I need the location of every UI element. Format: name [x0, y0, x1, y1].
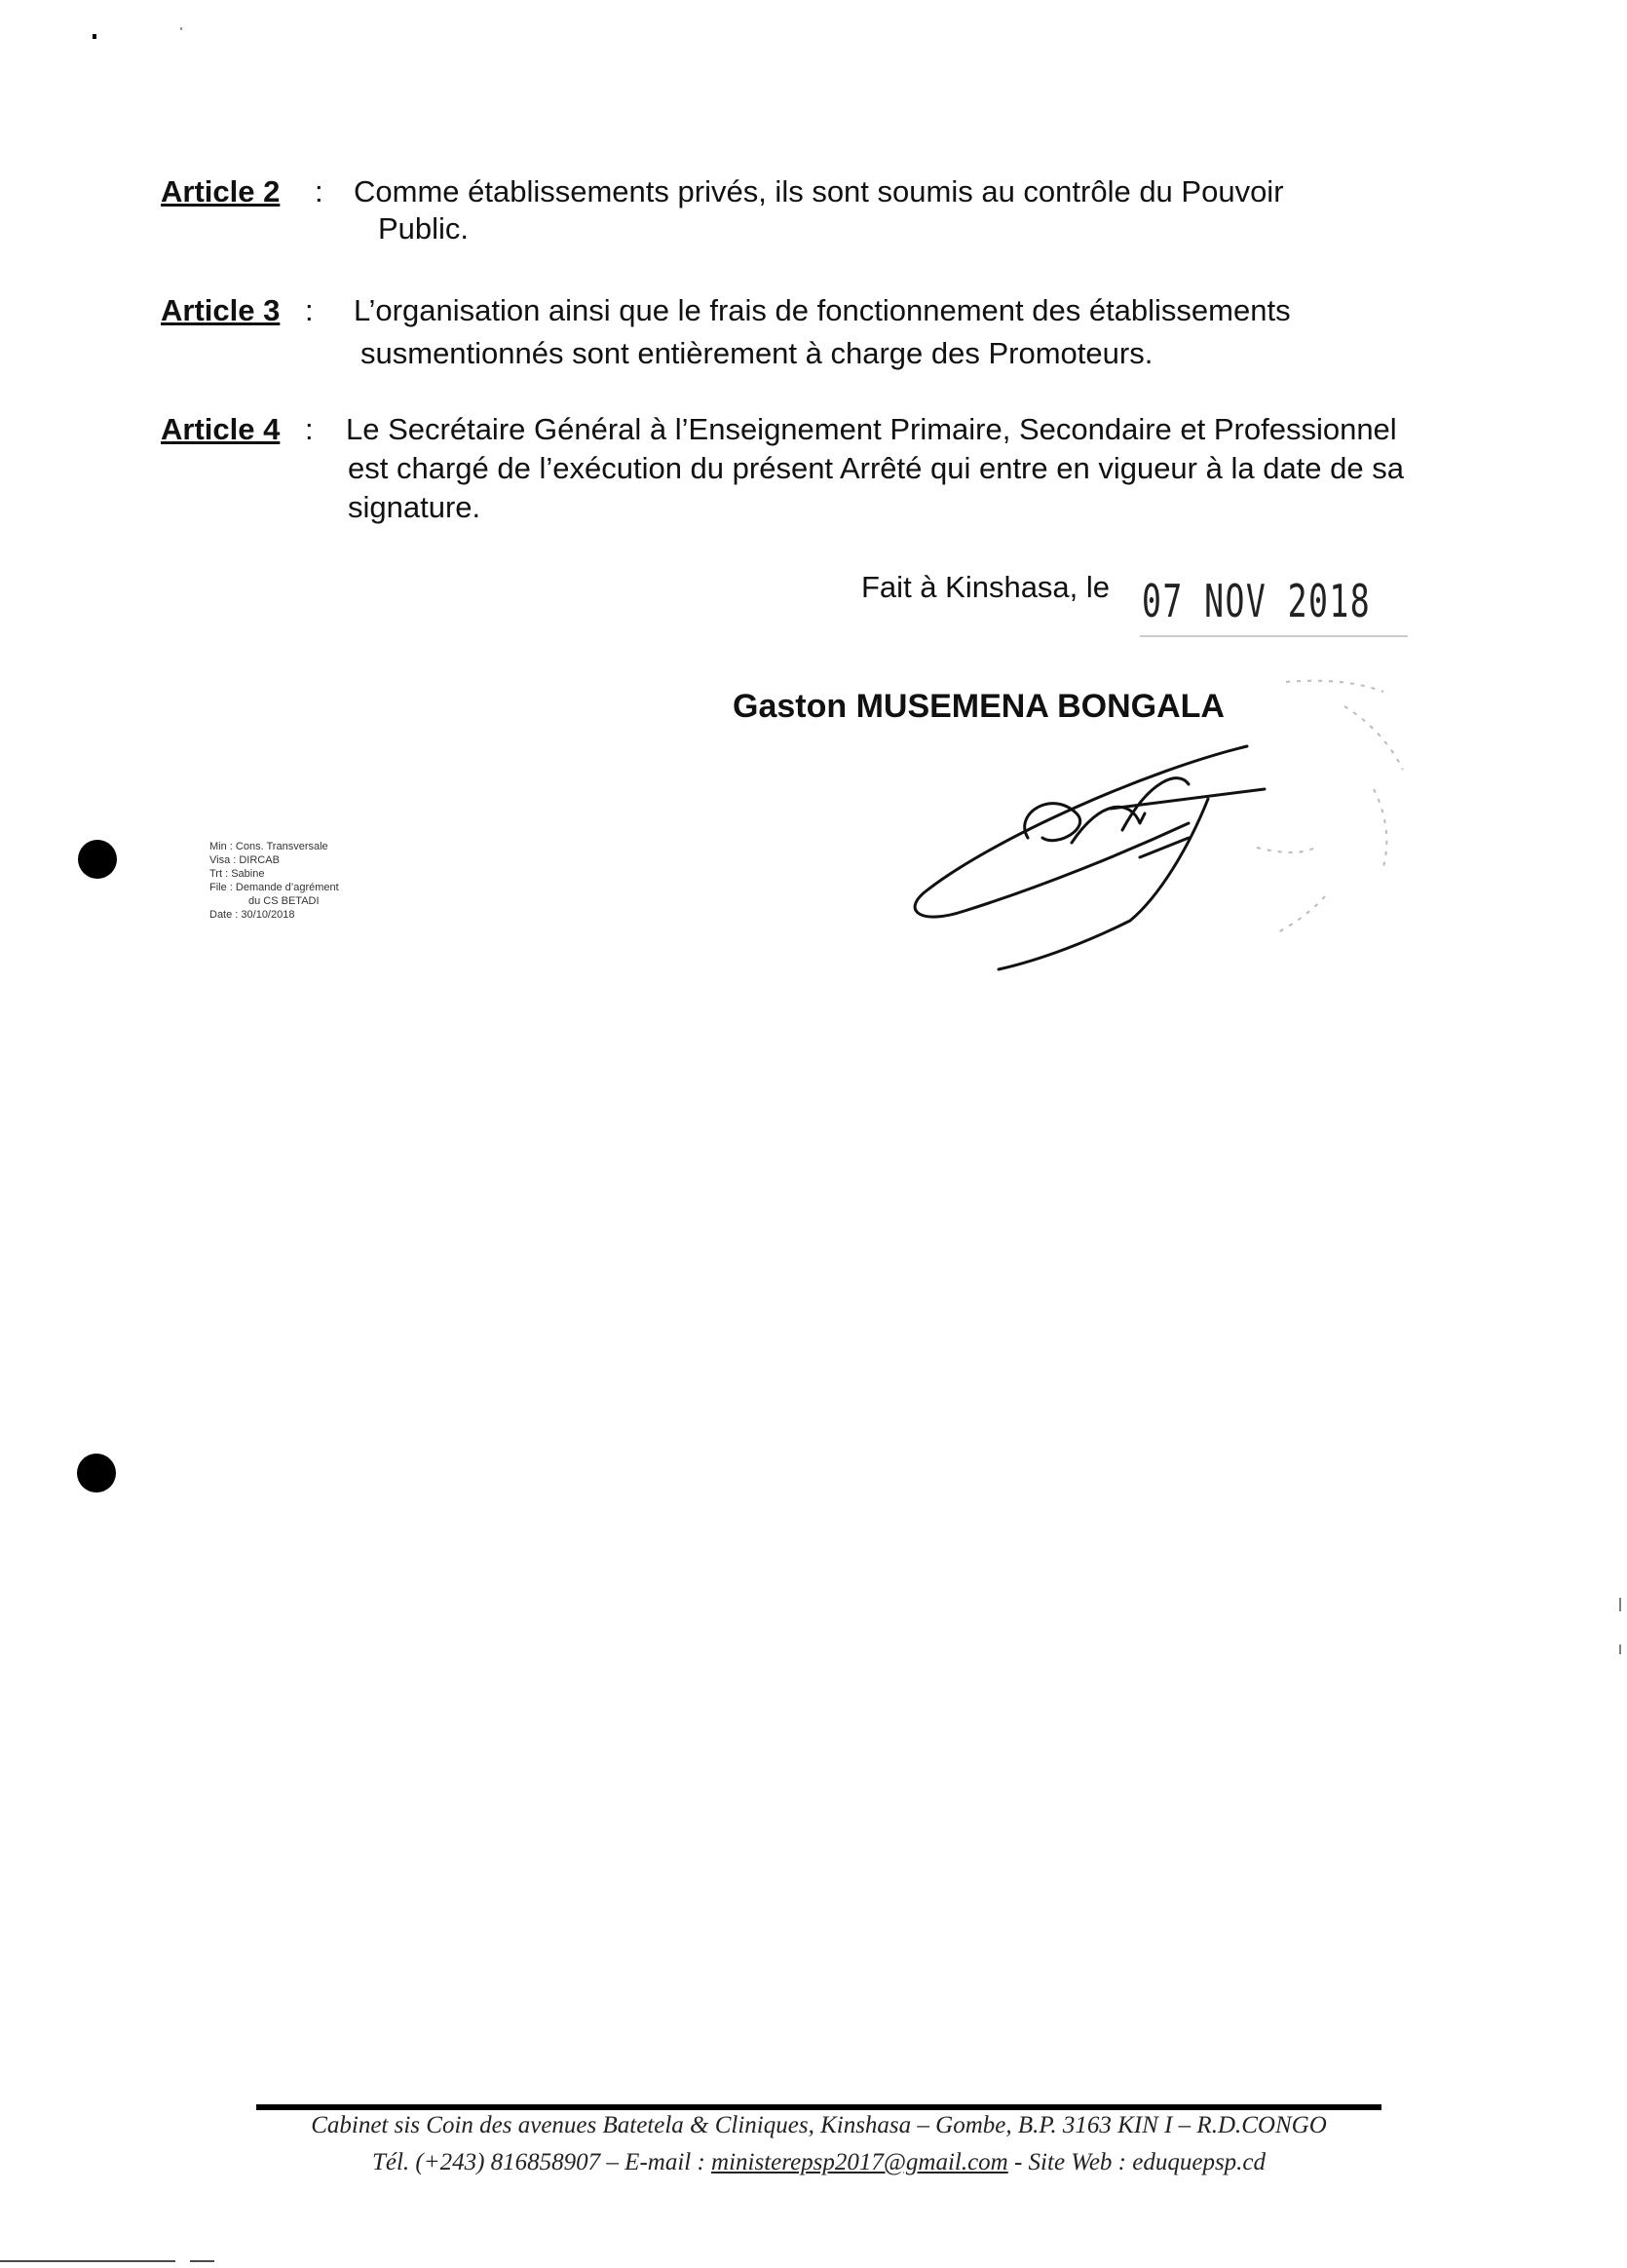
footer-address: Cabinet sis Coin des avenues Batetela & Cliniques, Kinshasa – Gombe, B.P. 3163 KIN I – R.D.CONGO: [311, 2112, 1327, 2138]
scan-speck: [1619, 1598, 1621, 1611]
article-label: Article 2: [161, 174, 281, 208]
punch-hole: [78, 840, 117, 879]
place-date-text: Fait à Kinshasa, le: [861, 570, 1111, 604]
footer-contacts: [256, 2149, 1381, 2176]
scan-edge-line: [0, 2260, 175, 2262]
scan-speck: [93, 34, 96, 39]
footer-site-label: - Site Web :: [1013, 2149, 1126, 2175]
footer-tel: Tél. (+243) 816858907 – E-mail :: [371, 2149, 705, 2175]
transmittal-line: du CS BETADI: [248, 895, 320, 907]
footer-rule: [256, 2104, 1381, 2110]
article-colon: :: [315, 174, 323, 208]
article-text-line: susmentionnés sont entièrement à charge des Promoteurs.: [360, 336, 1154, 370]
transmittal-line: Visa : DIRCAB: [209, 854, 280, 866]
transmittal-line: File : Demande d’agrément: [209, 882, 339, 893]
article-text-line: Le Secrétaire Général à l’Enseignement Primaire, Secondaire et Professionnel: [346, 412, 1397, 446]
handwritten-signature: [896, 731, 1286, 984]
article-label: Article 4: [161, 412, 281, 446]
footer-email-link[interactable]: ministerepsp2017@gmail.com: [711, 2149, 1008, 2175]
article-text-line: Comme établissements privés, ils sont soumis au contrôle du Pouvoir: [354, 174, 1284, 208]
stamp-rule: [1140, 635, 1408, 637]
transmittal-line: Date : 30/10/2018: [209, 909, 295, 921]
punch-hole: [77, 1454, 116, 1493]
article-text-line: est chargé de l’exécution du présent Arrêté qui entre en vigueur à la date de sa: [348, 451, 1404, 485]
footer-site-link[interactable]: eduquepsp.cd: [1132, 2149, 1267, 2175]
scan-speck: [1619, 1644, 1621, 1654]
transmittal-note: [209, 840, 339, 922]
transmittal-line: Min : Cons. Transversale: [209, 841, 328, 852]
article-text-line: Public.: [378, 211, 470, 246]
article-text-line: signature.: [348, 490, 481, 524]
article-label: Article 3: [161, 293, 281, 327]
article-colon: :: [305, 293, 314, 327]
scan-edge-line: [190, 2260, 214, 2262]
article-text-line: L’organisation ainsi que le frais de fonctionnement des établissements: [354, 293, 1291, 327]
signatory-name: Gaston MUSEMENA BONGALA: [733, 688, 1225, 725]
transmittal-line: Trt : Sabine: [209, 868, 265, 880]
article-colon: :: [305, 412, 314, 446]
date-stamp: 07 NOV 2018: [1142, 575, 1372, 627]
scan-speck: [180, 27, 182, 30]
